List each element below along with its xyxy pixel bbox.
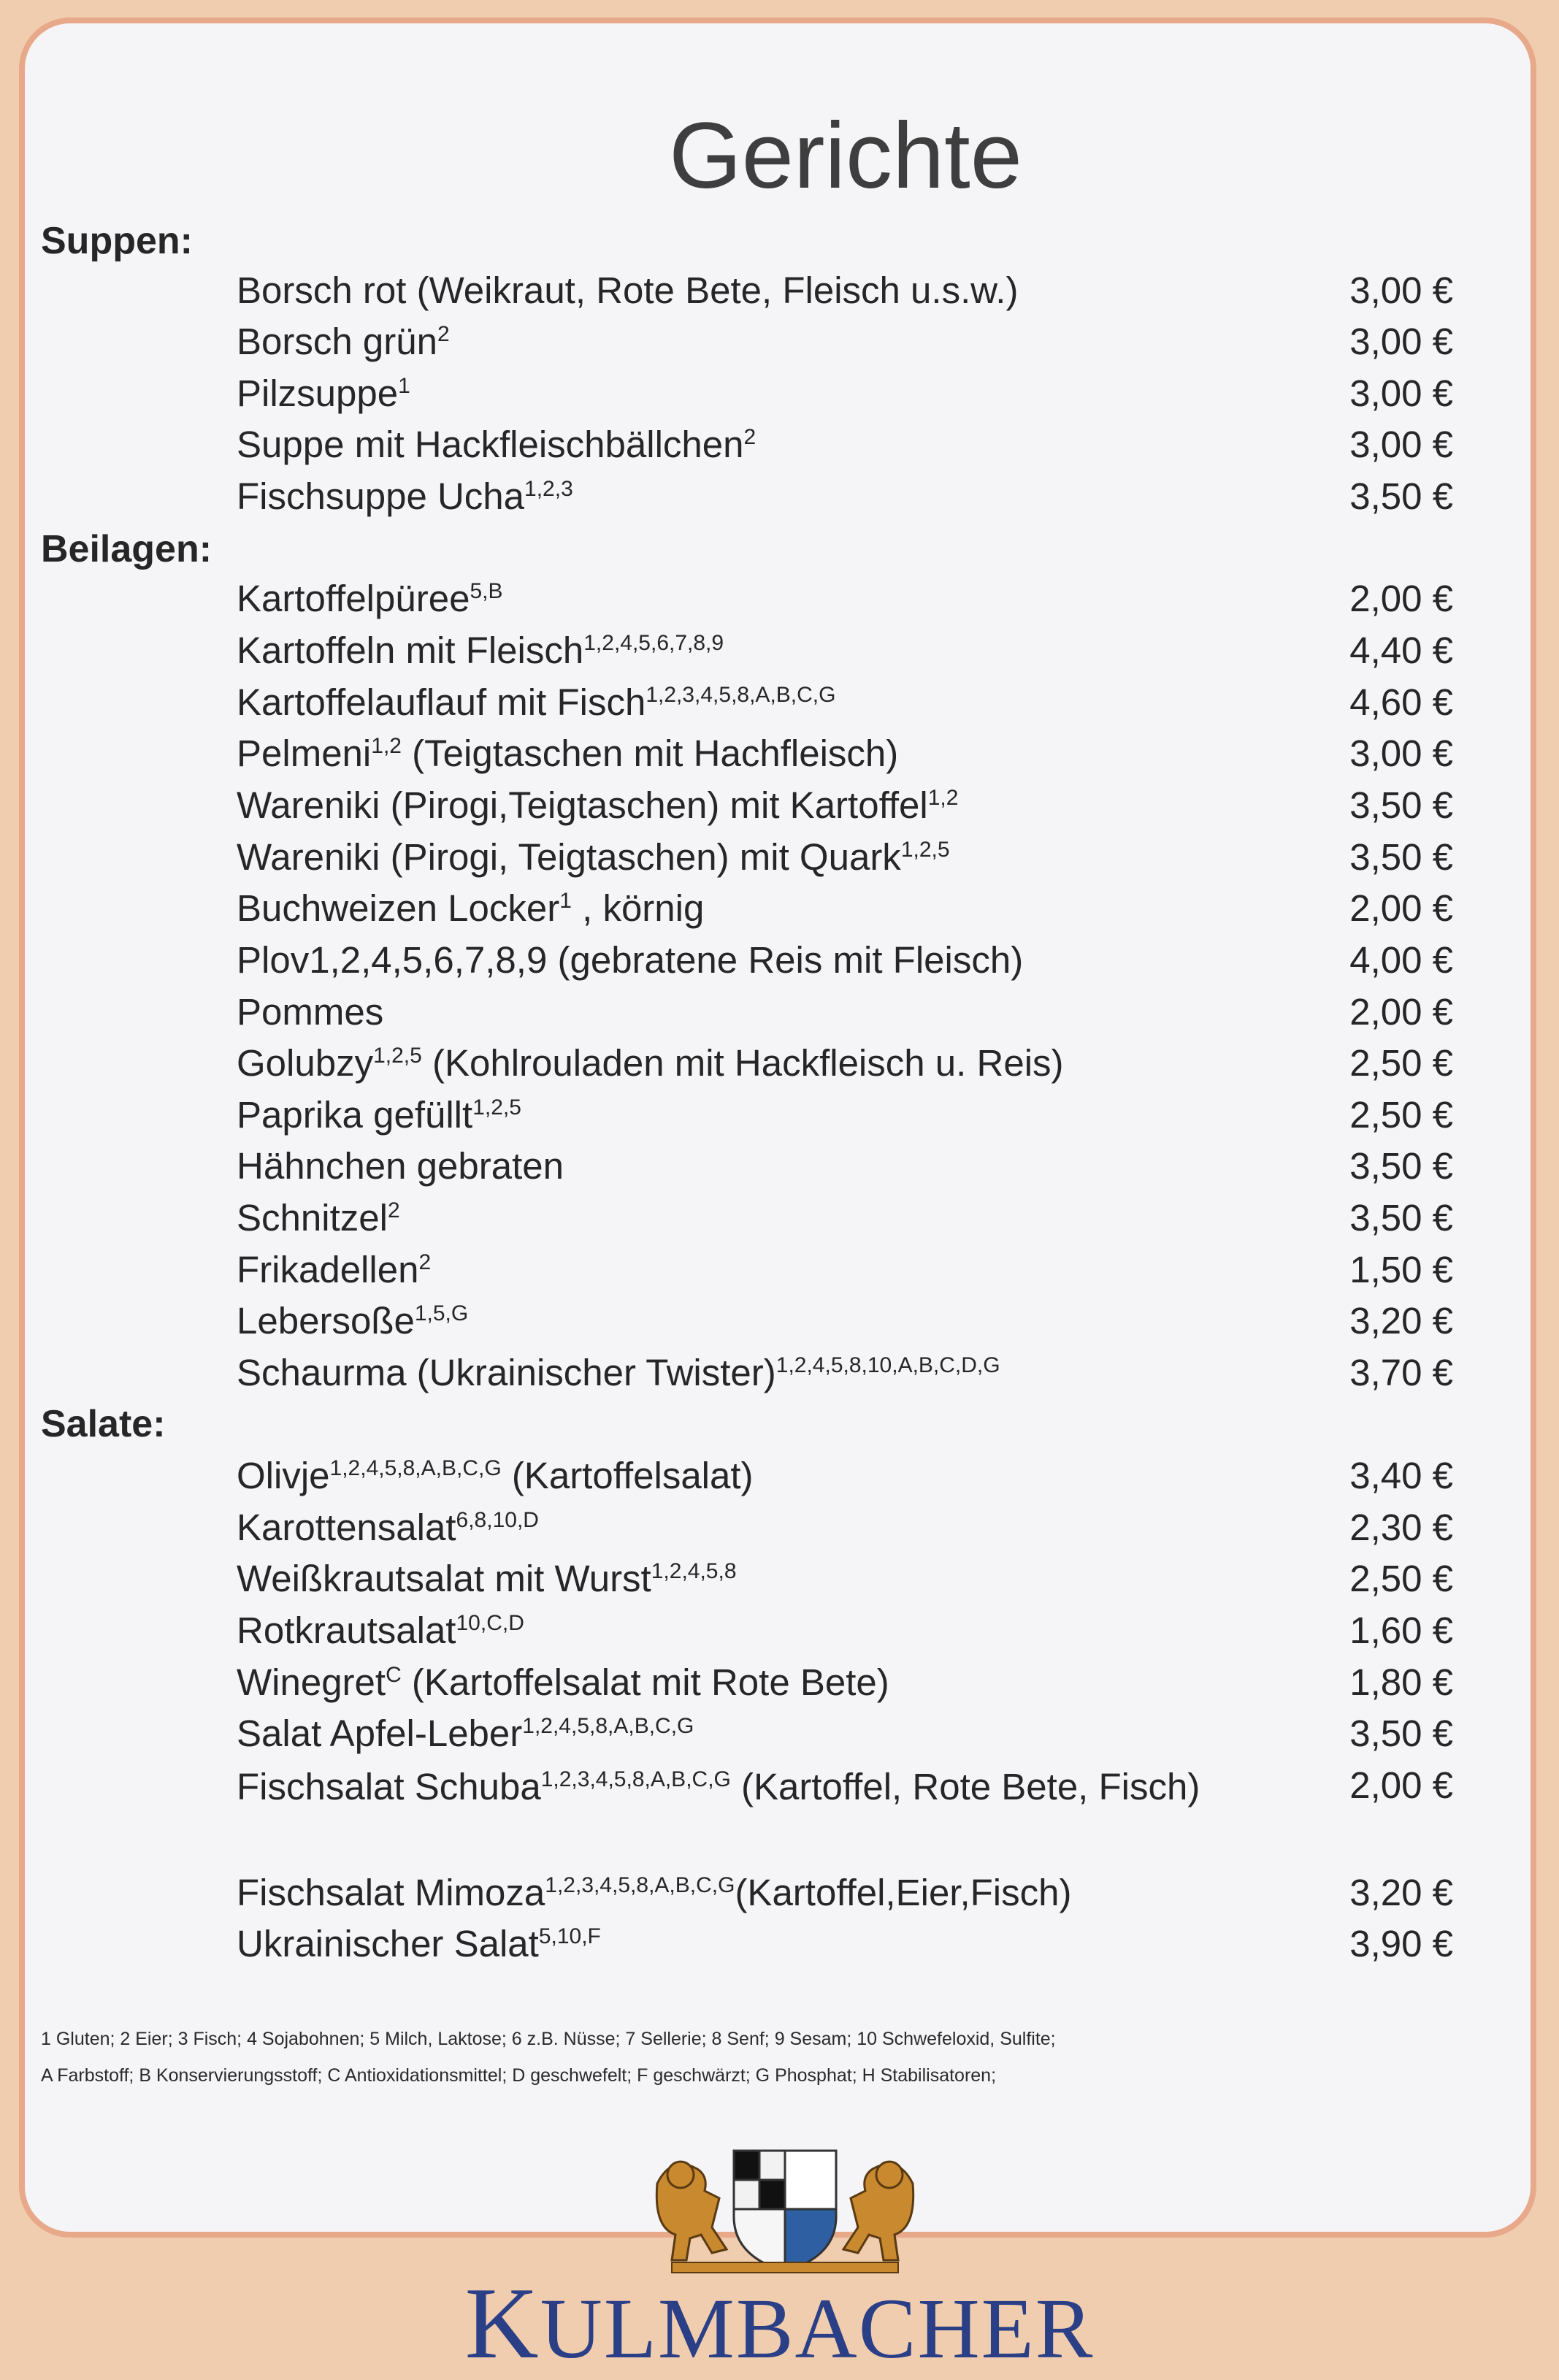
- menu-item: Schaurma (Ukrainischer Twister)$^{1,2,4,5,8,10,A,B,C,D,G}$ 3,70 €: [237, 1352, 1453, 1393]
- section-beilagen: Beilagen:: [41, 528, 212, 570]
- price: 2,30 €: [1349, 1507, 1453, 1548]
- menu-item: Hähnchen gebraten 3,50 €: [237, 1145, 1453, 1187]
- price: 3,50 €: [1349, 836, 1453, 878]
- menu-item: Borsch rot (Weikraut, Rote Bete, Fleisch u.s.w.) 3,00 €: [237, 269, 1453, 311]
- price: 4,40 €: [1349, 630, 1453, 671]
- page-title: Gerichte: [669, 104, 1022, 208]
- section-salate: Salate:: [41, 1403, 166, 1445]
- menu-item: Suppe mit Hackfleischbällchen$^2$ 3,00 €: [237, 424, 1453, 465]
- price: 3,70 €: [1349, 1352, 1453, 1393]
- price: 3,00 €: [1349, 372, 1453, 414]
- menu-item: Weißkrautsalat mit Wurst$^{1,2,4,5,8}$ 2,50 €: [237, 1558, 1453, 1599]
- price: 3,50 €: [1349, 1713, 1453, 1754]
- menu-item: Wareniki (Pirogi, Teigtaschen) mit Quark$^{1,2,5}$ 3,50 €: [237, 836, 1453, 878]
- menu-item: Fischsuppe Ucha$^{1,2,3}$ 3,50 €: [237, 475, 1453, 517]
- price: 2,00 €: [1349, 578, 1453, 619]
- section-suppen: Suppen:: [41, 220, 193, 262]
- price: 3,40 €: [1349, 1455, 1453, 1496]
- menu-item: Fischsalat Mimoza$^{1,2,3,4,5,8,A,B,C,G}$(Kartoffel,Eier,Fisch) 3,20 €: [237, 1872, 1453, 1913]
- menu-item: Karottensalat$^{6,8,10,D}$ 2,30 €: [237, 1507, 1453, 1548]
- menu-item: Plov1,2,4,5,6,7,8,9 (gebratene Reis mit Fleisch) 4,00 €: [237, 939, 1453, 981]
- price: 1,80 €: [1349, 1661, 1453, 1703]
- brewery-crest-icon: [628, 2140, 942, 2278]
- price: 3,50 €: [1349, 475, 1453, 517]
- price: 3,00 €: [1349, 732, 1453, 774]
- price: 3,50 €: [1349, 784, 1453, 826]
- price: 3,50 €: [1349, 1197, 1453, 1239]
- menu-item: Frikadellen$^2$ 1,50 €: [237, 1249, 1453, 1290]
- menu-item: Pommes 2,00 €: [237, 991, 1453, 1033]
- menu-item: Rotkrautsalat$^{10,C,D}$ 1,60 €: [237, 1610, 1453, 1651]
- menu-item: Ukrainischer Salat$^{5,10,F}$ 3,90 €: [237, 1923, 1453, 1964]
- menu-item: Kartoffeln mit Fleisch$^{1,2,4,5,6,7,8,9}$ 4,40 €: [237, 630, 1453, 671]
- price: 3,00 €: [1349, 424, 1453, 465]
- menu-item: Pilzsuppe$^1$ 3,00 €: [237, 372, 1453, 414]
- price: 2,00 €: [1349, 887, 1453, 929]
- menu-item: Fischsalat Schuba$^{1,2,3,4,5,8,A,B,C,G}$ (Kartoffel, Rote Bete, Fisch) 2,00 €: [237, 1764, 1453, 1807]
- allergen-note-numbers: 1 Gluten; 2 Eier; 3 Fisch; 4 Sojabohnen; 5 Milch, Laktose; 6 z.B. Nüsse; 7 Sellerie; 8 Senf; 9 Sesam; 10 Schwefeloxid, Sulfite;: [41, 2029, 1056, 2049]
- price: 4,00 €: [1349, 939, 1453, 981]
- menu-item: Paprika gefüllt$^{1,2,5}$ 2,50 €: [237, 1094, 1453, 1136]
- price: 2,50 €: [1349, 1094, 1453, 1136]
- price: 3,20 €: [1349, 1872, 1453, 1913]
- price: 2,00 €: [1349, 991, 1453, 1033]
- price: 4,60 €: [1349, 681, 1453, 723]
- price: 2,00 €: [1349, 1764, 1453, 1806]
- brand-logo: KULMBACHER: [464, 2267, 1095, 2380]
- shield-icon: [734, 2151, 836, 2271]
- menu-item: Olivje$^{1,2,4,5,8,A,B,C,G}$ (Kartoffelsalat) 3,40 €: [237, 1455, 1453, 1496]
- menu-item: Borsch grün$^2$ 3,00 €: [237, 321, 1453, 362]
- menu-item: Golubzy$^{1,2,5}$ (Kohlrouladen mit Hackfleisch u. Reis) 2,50 €: [237, 1042, 1453, 1084]
- menu-item: Pelmeni$^{1,2}$ (Teigtaschen mit Hachfleisch) 3,00 €: [237, 732, 1453, 774]
- price: 3,00 €: [1349, 321, 1453, 362]
- allergen-note-letters: A Farbstoff; B Konservierungsstoff; C Antioxidationsmittel; D geschwefelt; F geschwärzt; G Phosphat; H Stabilisatoren;: [41, 2065, 997, 2086]
- price: 1,60 €: [1349, 1610, 1453, 1651]
- price: 2,50 €: [1349, 1042, 1453, 1084]
- menu-item: Kartoffelauflauf mit Fisch$^{1,2,3,4,5,8,A,B,C,G}$ 4,60 €: [237, 681, 1453, 723]
- price: 3,00 €: [1349, 269, 1453, 311]
- menu-item: Salat Apfel-Leber$^{1,2,4,5,8,A,B,C,G}$ 3,50 €: [237, 1713, 1453, 1754]
- menu-item: Wareniki (Pirogi,Teigtaschen) mit Kartoffel$^{1,2}$ 3,50 €: [237, 784, 1453, 826]
- lion-left-icon: [656, 2162, 727, 2260]
- menu-item: Winegret$^C$ (Kartoffelsalat mit Rote Bete) 1,80 €: [237, 1661, 1453, 1703]
- menu-item: Lebersoße$^{1,5,G}$ 3,20 €: [237, 1300, 1453, 1342]
- lion-right-icon: [843, 2162, 913, 2260]
- price: 3,50 €: [1349, 1145, 1453, 1187]
- price: 3,20 €: [1349, 1300, 1453, 1342]
- menu-item: Buchweizen Locker$^1$ , körnig 2,00 €: [237, 887, 1453, 929]
- price: 1,50 €: [1349, 1249, 1453, 1290]
- price: 2,50 €: [1349, 1558, 1453, 1599]
- menu-item: Kartoffelpüree$^{5,B}$ 2,00 €: [237, 578, 1453, 619]
- price: 3,90 €: [1349, 1923, 1453, 1964]
- menu-item: Schnitzel$^2$ 3,50 €: [237, 1197, 1453, 1239]
